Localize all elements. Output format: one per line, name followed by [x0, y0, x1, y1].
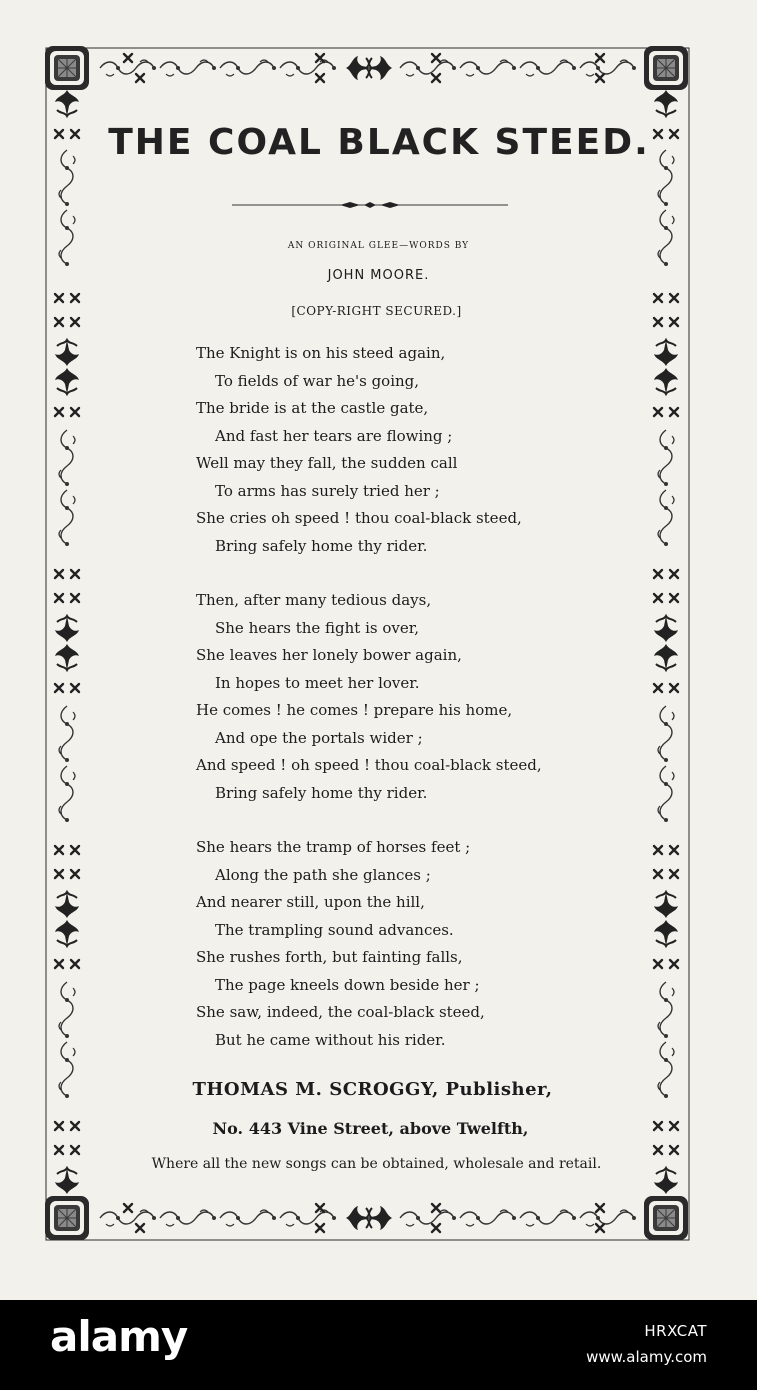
verse-line: The Knight is on his steed again, [196, 344, 446, 362]
verse-line: The trampling sound advances. [215, 920, 454, 939]
subtitle-credit: AN ORIGINAL GLEE—WORDS BY [287, 241, 470, 251]
poem-body [196, 340, 626, 1081]
verse-line: She cries oh speed ! thou coal-black steed, [196, 509, 522, 527]
verse-line: The page kneels down beside her ; [215, 975, 480, 994]
verse-line: She hears the fight is over, [215, 618, 420, 637]
verse-line: Along the path she glances ; [215, 865, 431, 884]
stanza-3 [196, 834, 626, 1054]
verse-line: But he came without his rider. [215, 1030, 446, 1049]
verse-line: She hears the tramp of horses feet ; [196, 838, 471, 856]
publisher-name: THOMAS M. SCROGGY, Publisher, [192, 1079, 553, 1100]
publisher-tagline: Where all the new songs can be obtained, wholesale and retail. [151, 1156, 602, 1172]
verse-line: Well may they fall, the sudden call [196, 454, 458, 472]
song-title: THE COAL BLACK STEED. [108, 122, 650, 163]
verse-line: In hopes to meet her lover. [215, 673, 420, 692]
stanza-2 [196, 587, 626, 807]
verse-line: And nearer still, upon the hill, [196, 893, 425, 911]
verse-line: Bring safely home thy rider. [215, 783, 428, 802]
copyright-notice: [COPY-RIGHT SECURED.] [291, 304, 462, 318]
stock-watermark-bar [0, 1300, 757, 1390]
verse-line: The bride is at the castle gate, [196, 399, 429, 417]
verse-line: To fields of war he's going, [215, 371, 420, 390]
verse-line: To arms has surely tried her ; [215, 481, 440, 500]
verse-line: Bring safely home thy rider. [215, 536, 428, 555]
verse-line: He comes ! he comes ! prepare his home, [196, 701, 513, 719]
verse-line: And speed ! oh speed ! thou coal-black steed, [196, 756, 542, 774]
verse-line: Then, after many tedious days, [196, 591, 432, 609]
title-rule-divider [232, 196, 508, 214]
verse-line: She saw, indeed, the coal-black steed, [196, 1003, 485, 1021]
verse-line: And ope the portals wider ; [215, 728, 423, 747]
verse-line: She leaves her lonely bower again, [196, 646, 462, 664]
author-name: JOHN MOORE. [327, 268, 430, 283]
alamy-logo: alamy [50, 1312, 188, 1361]
verse-line: And fast her tears are flowing ; [215, 426, 453, 445]
stanza-1 [196, 340, 626, 560]
verse-line: She rushes forth, but fainting falls, [196, 948, 463, 966]
image-id: HRXCAT [644, 1322, 707, 1340]
site-url: www.alamy.com [586, 1348, 707, 1366]
publisher-address: No. 443 Vine Street, above Twelfth, [212, 1119, 529, 1138]
